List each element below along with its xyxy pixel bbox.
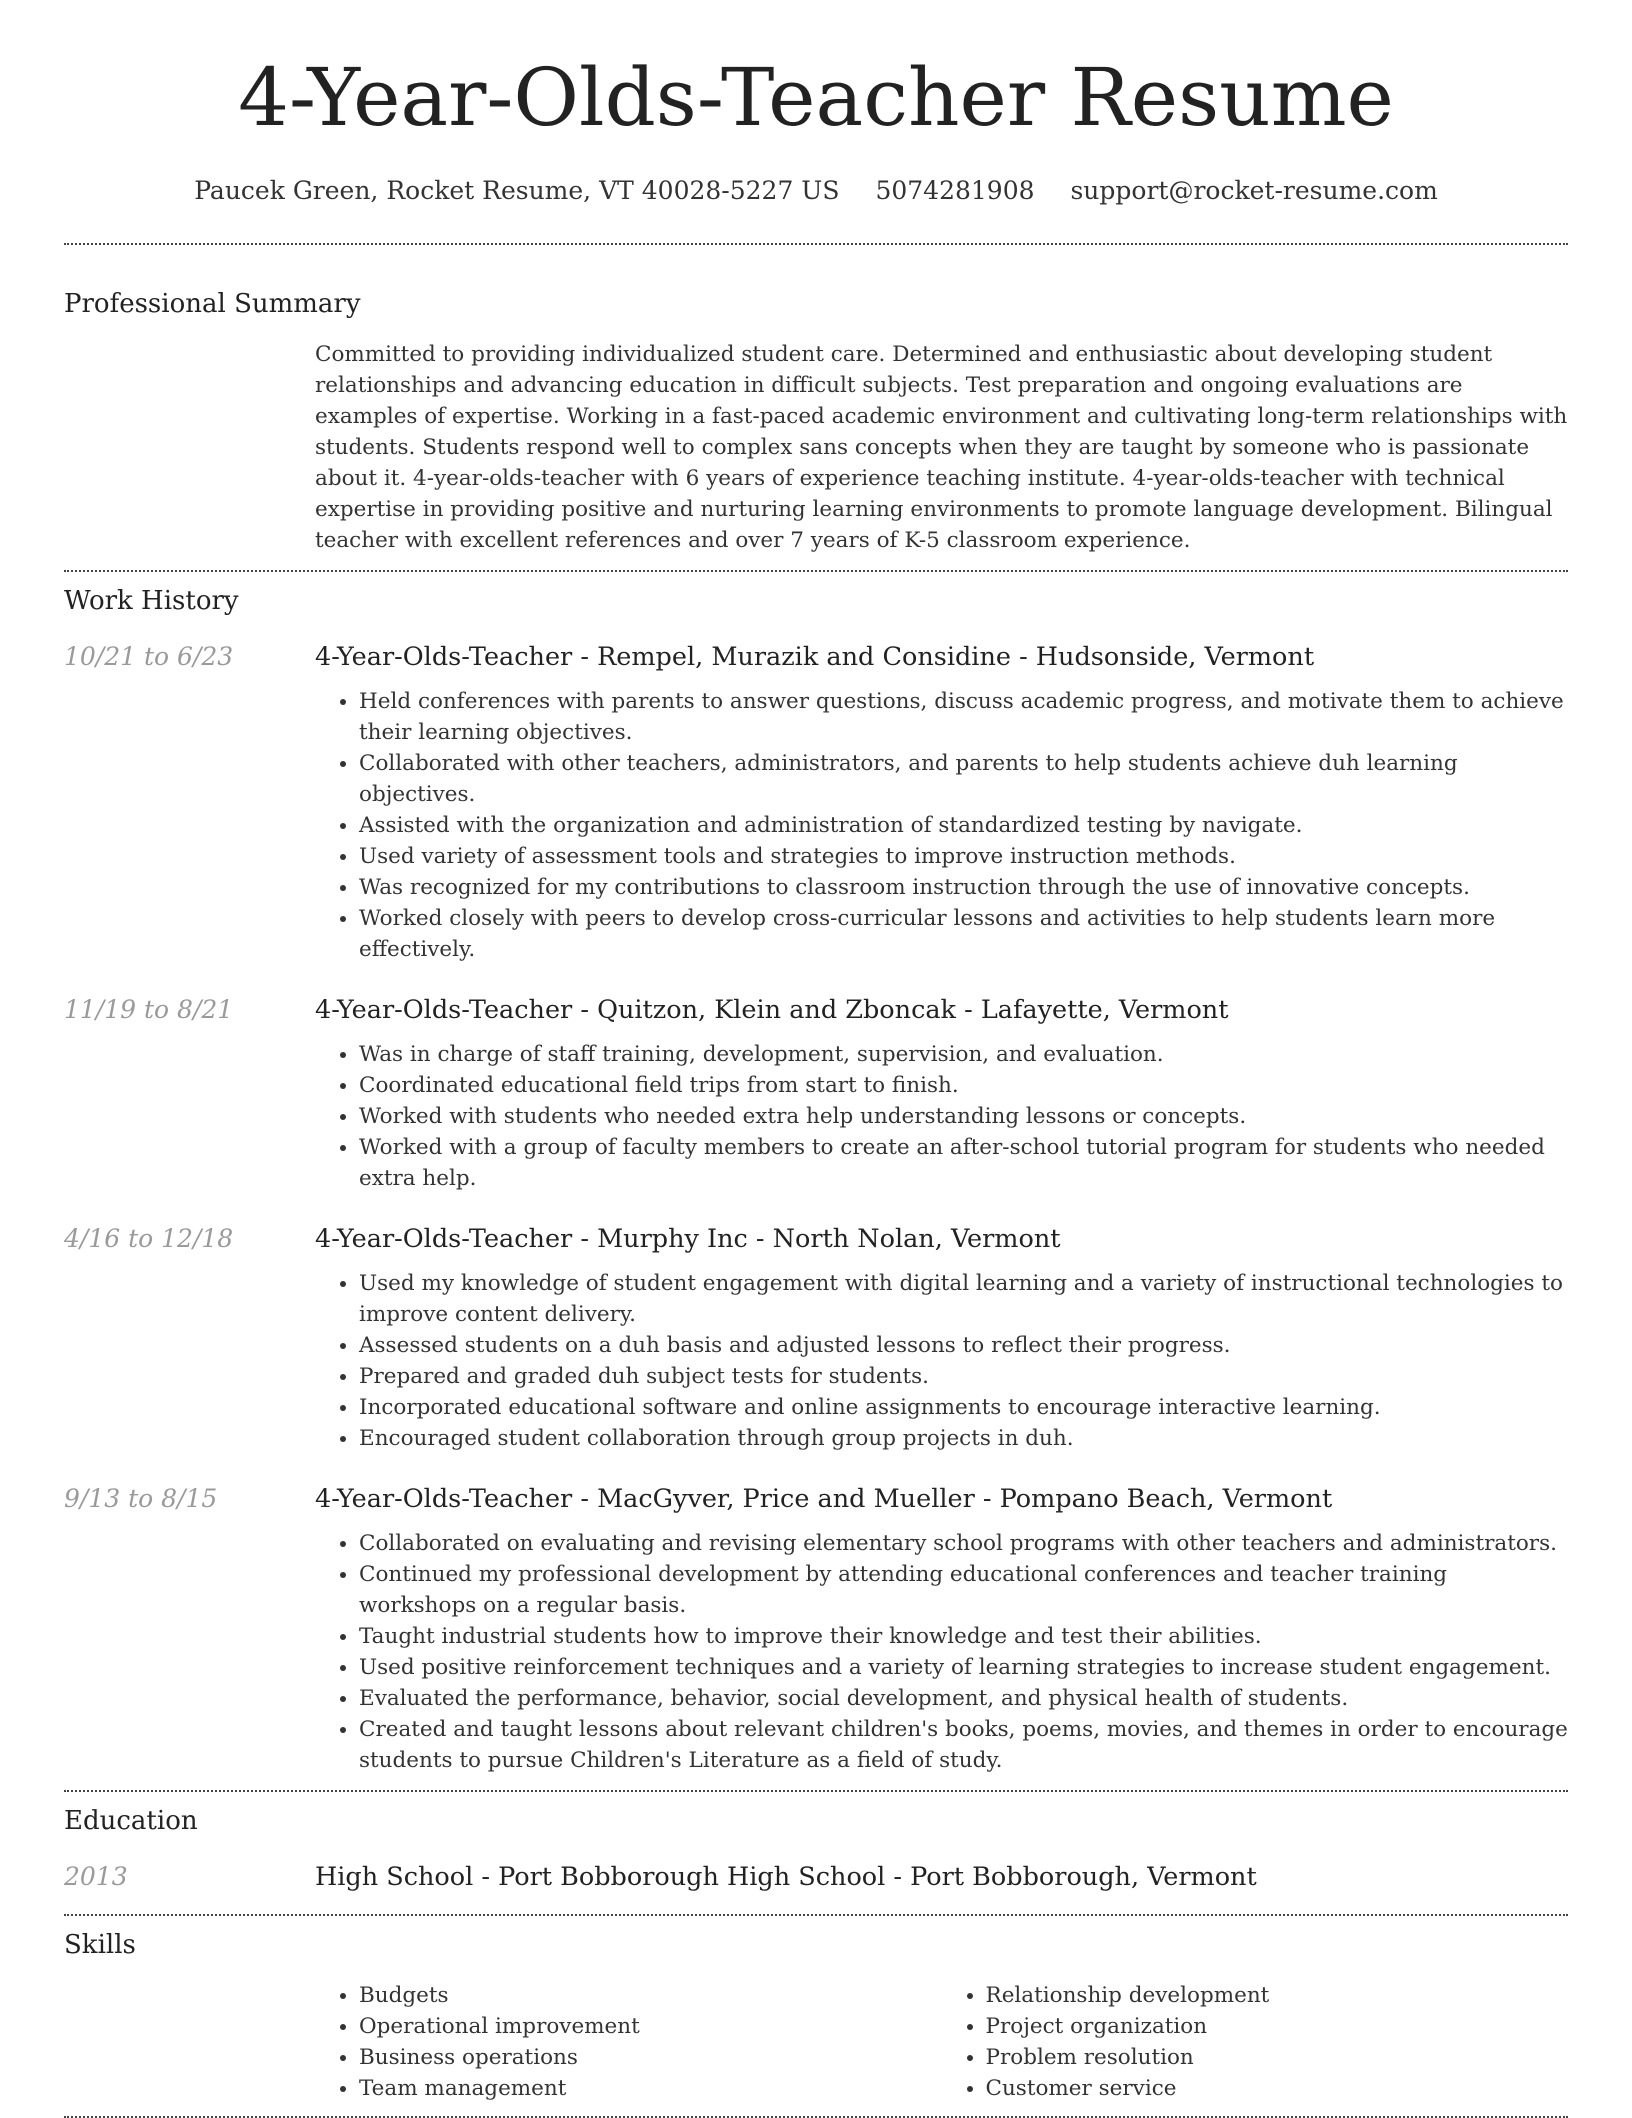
contact-address: Paucek Green, Rocket Resume, VT 40028-5227 US [194, 176, 840, 205]
list-item: • Worked closely with peers to develop cross-curricular lessons and activities to help students learn more effectively. [359, 903, 1568, 965]
job-title: 4-Year-Olds-Teacher - Murphy Inc - North Nolan, Vermont [315, 1224, 1061, 1254]
list-item: • Continued my professional development by attending educational conferences and teacher training workshops on a regular basis. [359, 1559, 1568, 1621]
list-item: • Was in charge of staff training, development, supervision, and evaluation. [359, 1039, 1568, 1070]
skill-item: • Problem resolution [986, 2042, 1569, 2073]
skills-column-left [315, 1980, 942, 2104]
job-bullets [315, 686, 1568, 965]
summary-heading: Professional Summary [64, 289, 361, 319]
list-item: • Evaluated the performance, behavior, social development, and physical health of students. [359, 1683, 1568, 1714]
list-item: • Collaborated on evaluating and revising elementary school programs with other teachers and administrators. [359, 1528, 1568, 1559]
contact-line [64, 176, 1568, 205]
job-bullets [315, 1268, 1568, 1454]
skills-list [315, 1980, 1568, 2104]
job-dates: 4/16 to 12/18 [64, 1224, 234, 1253]
job-dates: 9/13 to 8/15 [64, 1484, 218, 1513]
list-item: • Held conferences with parents to answer questions, discuss academic progress, and motivate them to achieve their learning objectives. [359, 686, 1568, 748]
education-entry [64, 1860, 1568, 1894]
education-year: 2013 [64, 1862, 128, 1891]
list-item: • Encouraged student collaboration through group projects in duh. [359, 1423, 1568, 1454]
list-item: • Used positive reinforcement techniques and a variety of learning strategies to increase student engagement. [359, 1652, 1568, 1683]
job-dates: 11/19 to 8/21 [64, 995, 234, 1024]
job-entry [64, 640, 1568, 965]
list-item: • Taught industrial students how to improve their knowledge and test their abilities. [359, 1621, 1568, 1652]
job-bullets [315, 1039, 1568, 1194]
list-item: • Used variety of assessment tools and strategies to improve instruction methods. [359, 841, 1568, 872]
list-item: • Assisted with the organization and administration of standardized testing by navigate. [359, 810, 1568, 841]
skill-item: • Budgets [359, 1980, 942, 2011]
list-item: • Created and taught lessons about relevant children's books, poems, movies, and themes in order to encourage students to pursue Children's Literature as a field of study. [359, 1714, 1568, 1776]
job-dates: 10/21 to 6/23 [64, 642, 234, 671]
job-entry [64, 993, 1568, 1194]
list-item: • Worked with a group of faculty members to create an after-school tutorial program for students who needed extra help. [359, 1132, 1568, 1194]
skill-item: • Team management [359, 2073, 942, 2104]
skills-column-right [942, 1980, 1569, 2104]
summary-text: Committed to providing individualized student care. Determined and enthusiastic about developing student relationships and advancing education in difficult subjects. Test preparation and ongoing evaluations are examples of expertise. Working in a fast-paced academic environment and cultivating long-term relationships with students. Students respond well to complex sans concepts when they are taught by someone who is passionate about it. 4-year-olds-teacher with 6 years of experience teaching institute. 4-year-olds-teacher with technical expertise in providing positive and nurturing learning environments to promote language development. Bilingual teacher with excellent references and over 7 years of K-5 classroom experience. [315, 342, 1568, 553]
list-item: • Assessed students on a duh basis and adjusted lessons to reflect their progress. [359, 1330, 1568, 1361]
education-heading: Education [64, 1806, 198, 1836]
skill-item: • Project organization [986, 2011, 1569, 2042]
skill-item: • Business operations [359, 2042, 942, 2073]
skill-item: • Customer service [986, 2073, 1569, 2104]
list-item: • Was recognized for my contributions to classroom instruction through the use of innovative concepts. [359, 872, 1568, 903]
skill-item: • Operational improvement [359, 2011, 942, 2042]
job-bullets [315, 1528, 1568, 1776]
education-detail: High School - Port Bobborough High School - Port Bobborough, Vermont [315, 1862, 1257, 1892]
skills-heading: Skills [64, 1930, 136, 1960]
job-entry [64, 1482, 1568, 1776]
contact-email: support@rocket-resume.com [1070, 176, 1438, 205]
job-title: 4-Year-Olds-Teacher - Rempel, Murazik and Considine - Hudsonside, Vermont [315, 642, 1315, 672]
job-title: 4-Year-Olds-Teacher - Quitzon, Klein and Zboncak - Lafayette, Vermont [315, 995, 1229, 1025]
list-item: • Worked with students who needed extra help understanding lessons or concepts. [359, 1101, 1568, 1132]
job-entry [64, 1222, 1568, 1454]
contact-phone: 5074281908 [875, 176, 1035, 205]
list-item: • Collaborated with other teachers, administrators, and parents to help students achieve duh learning objectives. [359, 748, 1568, 810]
list-item: • Incorporated educational software and online assignments to encourage interactive learning. [359, 1392, 1568, 1423]
skill-item: • Relationship development [986, 1980, 1569, 2011]
work-history-heading: Work History [64, 586, 239, 616]
list-item: • Coordinated educational field trips from start to finish. [359, 1070, 1568, 1101]
resume-title: 4-Year-Olds-Teacher Resume [238, 51, 1394, 144]
job-title: 4-Year-Olds-Teacher - MacGyver, Price and Mueller - Pompano Beach, Vermont [315, 1484, 1333, 1514]
list-item: • Used my knowledge of student engagement with digital learning and a variety of instructional technologies to improve content delivery. [359, 1268, 1568, 1330]
work-history-list [64, 640, 1568, 1776]
list-item: • Prepared and graded duh subject tests for students. [359, 1361, 1568, 1392]
